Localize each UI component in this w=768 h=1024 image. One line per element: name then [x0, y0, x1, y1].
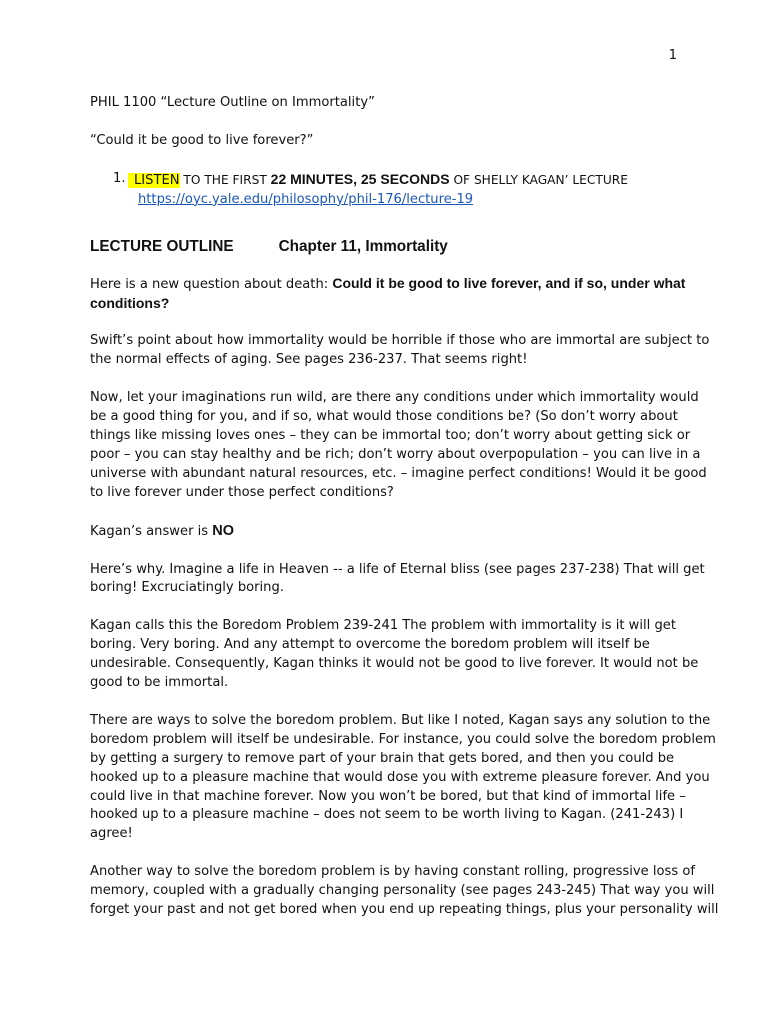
intro-lead: Here is a new question about death: [90, 276, 333, 292]
answer-no: NO [212, 522, 234, 539]
paragraph-line: poor – you can stay healthy and be rich; don’t worry about overpopulation – you can live in a [90, 446, 701, 462]
paragraph-line: hooked up to a pleasure machine – does not seem to be worth living to Kagan. (241-243) I [90, 807, 684, 823]
paragraph-line: hooked up to a pleasure machine that would dose you with extreme pleasure forever. And you [90, 769, 710, 785]
assignment-item [90, 170, 680, 210]
page-number: 1 [668, 48, 677, 63]
intro-paragraph [90, 274, 686, 314]
answer-lead: Kagan’s answer is [90, 523, 213, 539]
document-body [90, 94, 719, 939]
imagination-paragraph [90, 389, 707, 502]
intro-bold-question-end: conditions? [90, 295, 170, 312]
paragraph-line: There are ways to solve the boredom problem. But like I noted, Kagan says any solution to the [90, 712, 711, 728]
solve-paragraph [90, 712, 716, 844]
paragraph-line: forget your past and not get bored when you end up repeating things, plus your personality will [90, 902, 719, 918]
paragraph-line: Here’s why. Imagine a life in Heaven -- a life of Eternal bliss (see pages 237-238) That will get [90, 561, 705, 577]
boredom-paragraph [90, 617, 699, 693]
paragraph-line: be a good thing for you, and if so, what would those conditions be? (So don’t worry about [90, 409, 678, 425]
assignment-duration: 22 MINUTES, 25 SECONDS [270, 170, 450, 187]
section-heading [90, 238, 680, 257]
paragraph-line: Now, let your imaginations run wild, are there any conditions under which immortality would [90, 390, 699, 406]
memory-paragraph [90, 863, 719, 920]
assignment-text-2: OF SHELLY KAGAN’ LECTURE [449, 172, 628, 187]
intro-bold-question: Could it be good to live forever, and if so, under what [332, 274, 686, 291]
lecture-link[interactable]: https://oyc.yale.edu/philosophy/phil-176/lecture-19 [138, 191, 474, 207]
heading-chapter: Chapter 11, Immortality [278, 237, 448, 255]
paragraph-line: the normal effects of aging. See pages 236-237. That seems right! [90, 352, 528, 368]
paragraph-line: boring. Very boring. And any attempt to overcome the boredom problem will itself be [90, 637, 650, 653]
heading-outline: LECTURE OUTLINE [90, 237, 234, 255]
paragraph-line: universe with abundant natural resources, etc. – imagine perfect conditions! Would it be good [90, 465, 707, 481]
course-title: PHIL 1100 “Lecture Outline on Immortality” [90, 95, 375, 110]
paragraph-line: Kagan calls this the Boredom Problem 239-241 The problem with immortality is it will get [90, 618, 676, 634]
paragraph-line: by getting a surgery to remove part of your brain that gets bored, and then you could be [90, 750, 675, 766]
paragraph-line: could live in that machine forever. Now you won’t be bored, but that kind of immortal life – [90, 788, 686, 804]
paragraph-line: things like missing loves ones – they can be immortal too; don’t worry about getting sick or [90, 427, 691, 443]
paragraph-line: memory, coupled with a gradually changing personality (see pages 243-245) That way you will [90, 883, 715, 899]
paragraph-line: boredom problem will itself be undesirable. For instance, you could solve the boredom problem [90, 731, 716, 747]
paragraph-line: good to be immortal. [90, 675, 229, 691]
listen-highlight: LISTEN [128, 173, 180, 188]
main-question: “Could it be good to live forever?” [90, 132, 314, 148]
heaven-paragraph [90, 561, 705, 599]
paragraph-line: Swift’s point about how immortality would be horrible if those who are immortal are subject to [90, 333, 710, 349]
paragraph-line: to live forever under those perfect conditions? [90, 484, 394, 500]
paragraph-line: undesirable. Consequently, Kagan thinks it would not be good to live forever. It would not be [90, 656, 699, 672]
swift-paragraph [90, 332, 710, 370]
paragraph-line: boring! Excruciatingly boring. [90, 580, 284, 596]
assignment-instruction [128, 170, 680, 191]
paragraph-line: agree! [90, 826, 133, 842]
answer-paragraph [90, 522, 680, 542]
assignment-text-1: TO THE FIRST [179, 172, 271, 187]
list-number: 1. [113, 170, 126, 186]
paragraph-line: Another way to solve the boredom problem is by having constant rolling, progressive loss of [90, 864, 695, 880]
